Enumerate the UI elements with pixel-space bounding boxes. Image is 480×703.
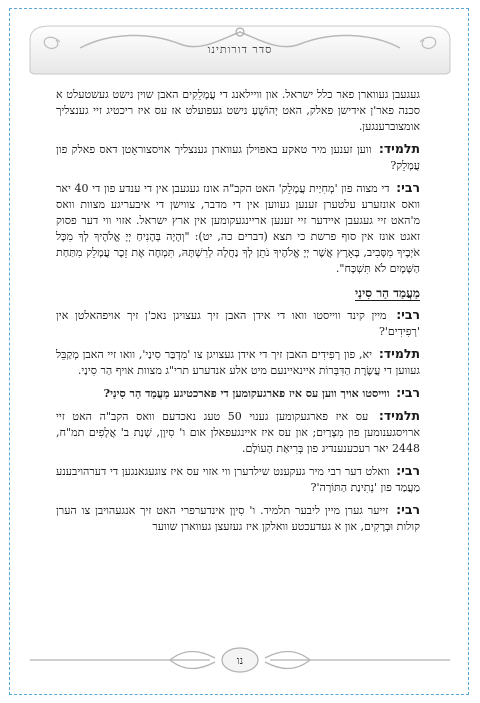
- header-title: סדר דורותינו: [207, 43, 273, 56]
- answer-text: די מצוה פון 'מְחִיַית עֲמָלֵק' האט הקב"ה אונז געגעבן אין די ענדע פון די 40 יאר וואס אונזערע עלטערן זענען געווען אין די מדבר, צווישן די איבעריגע מצוות וואס מ'האט זיי געגעבן איידער זיי זענען אריינגעקומען אין ארץ ישראל. אזוי ווי דער פסוק זאגט אונז אין סוף פרשת כי תצא (דברים כה, יט): "וְהָיָה בְּהָנִיחַ יְיָ אֱלֹהֶיךָ לְךָ מִכָּל אֹיְבֶיךָ מִסָּבִיב, בָּאָרֶץ אֲשֶׁר יְיָ אֱלֹהֶיךָ נֹתֵן לְךָ נַחֲלָה לְרִשְׁתָּהּ, תִּמְחֶה אֶת זֵכֶר עֲמָלֵק מִתַּחַת הַשָּׁמָיִם לֹא תִּשְׁכָּח".: [56, 182, 420, 275]
- page-body: [56, 87, 420, 639]
- dialogue-answer: [56, 463, 420, 496]
- paragraph: געגעבן געווארן פאר כלל ישראל. און וויילאנג די עֲמָלֵקִים האבן שוין נישט געשטעלט א סכנה פאר'ן אידישן פאלק, האט יְהוֹשֻׁעַ נישט געפועלט אז עס איז ריכטיג זיי גענצליך אומצוברענגען.: [56, 88, 420, 133]
- dialogue-answer: [56, 502, 420, 535]
- speaker-rabbi: רבי:: [396, 385, 420, 400]
- question-text: עס איז פארגעקומען גענוי 50 טעג נאכדעם וואס הקב"ה האט זיי ארויסגענומען פון מִצְרַיִם; און עס איז איינגעפאלן אום ו' סִיוָן, שְׁנַת ב' אֲלָפִים תמ"ח, 2448 יאר רעכענענדיג פון בְּרִיאַת הָעוֹלָם.: [56, 410, 420, 455]
- speaker-student: תלמיד:: [378, 408, 420, 423]
- answer-text: זייער גערן מיין ליבער תלמיד. ו' סִיוָן אינדערפרי האט זיך אנגעהויבן צו הערן קולות וּבְרָקִים, און א געדעכטע וואלקן איז געזעצן געווארן שווער: [56, 504, 420, 533]
- question-text: יא, פון רְפִידִים האבן זיך די אידן געצויגן צו 'מִדְבַּר סִינַי', וואו זיי האבן מְקַבֵּל געווען די עֲשֶׂרֶת הַדִּבְּרוֹת איינאיינעם מיט אלע אנדערע תרי"ג מצוות אויף הַר סִינַי.: [56, 348, 420, 377]
- dialogue-question: [56, 408, 420, 457]
- speaker-student: תלמיד:: [378, 346, 420, 361]
- answer-text: וואלט דער רבי מיר געקענט שילדערן ווי אזוי עס איז צוגעגאנגען די דערהויבענע מַעֲמַד פון 'נְתִינַת הַתּוֹרָה'?: [56, 465, 420, 494]
- question-text: ווען זענען מיר טאקע באפוילן געווארן גענצליך אויסצוראָטן דאס פאלק פון עֲמָלֵק?: [56, 143, 420, 172]
- speaker-student: תלמיד:: [378, 141, 420, 156]
- dialogue-question: [56, 141, 420, 174]
- dialogue-question: [56, 346, 420, 379]
- speaker-rabbi: רבי:: [396, 502, 420, 517]
- answer-text: מיין קינד ווייסטו וואו די אידן האבן זיך געצויגן נאכ'ן זיך אויפהאלטן אין 'רְפִידִים'?: [56, 309, 420, 338]
- speaker-rabbi: רבי:: [396, 463, 420, 478]
- section-heading: מַעֲמַד הַר סִינַי: [355, 286, 420, 300]
- speaker-rabbi: רבי:: [396, 307, 420, 322]
- page-number: נו: [236, 654, 244, 667]
- speaker-rabbi: רבי:: [396, 180, 420, 195]
- dialogue-answer: [56, 385, 420, 402]
- answer-text: ווייסטו אויך ווען עס איז פארגעקומען די פארכטיגע מַעֲמַד הַר סִינַי?: [103, 387, 390, 400]
- dialogue-answer: [56, 307, 420, 340]
- dialogue-answer: [56, 180, 420, 277]
